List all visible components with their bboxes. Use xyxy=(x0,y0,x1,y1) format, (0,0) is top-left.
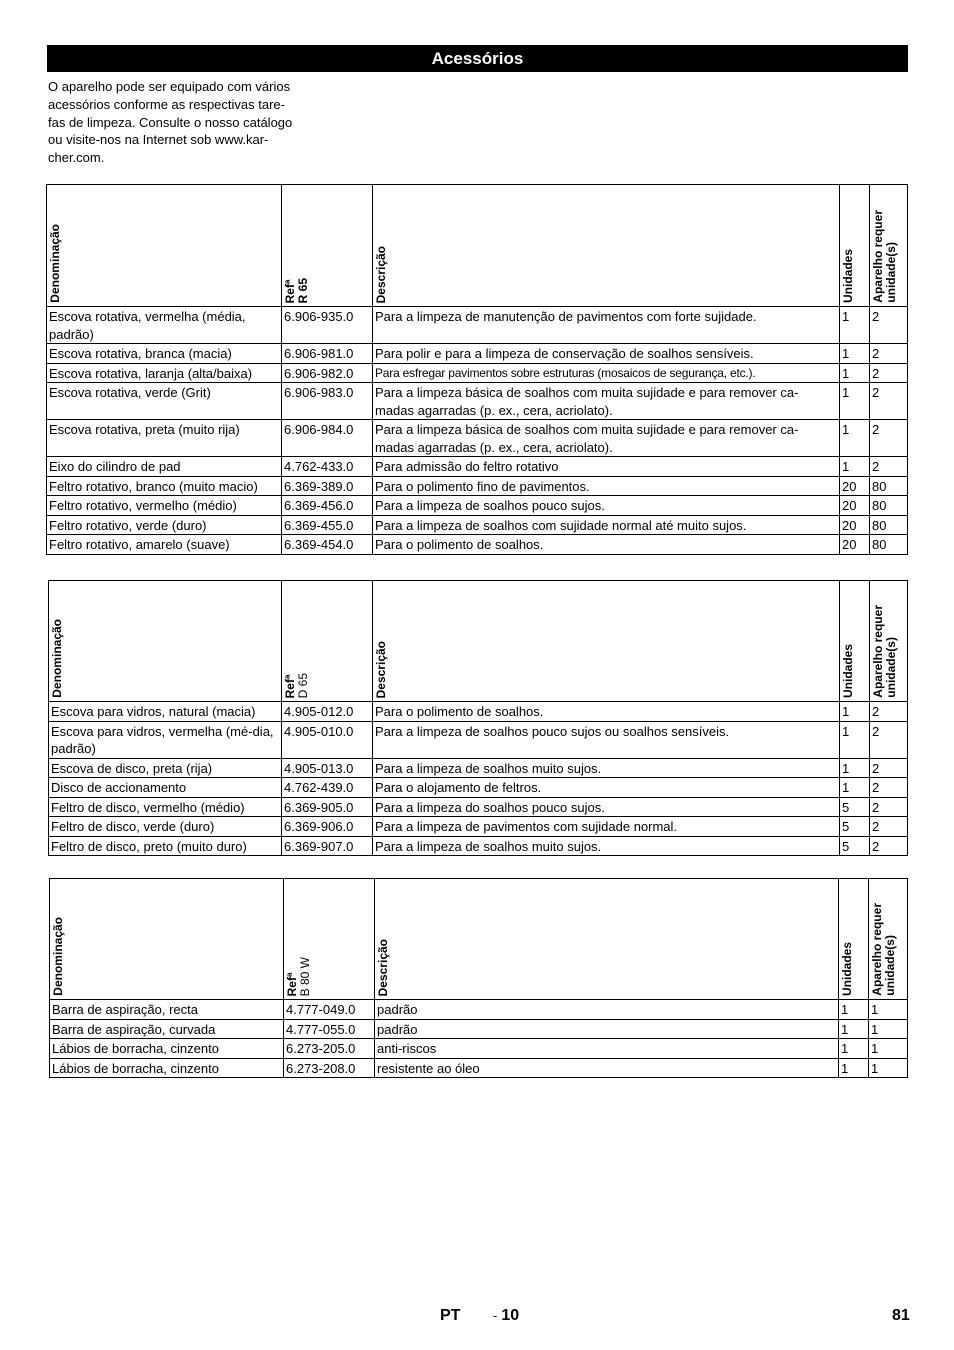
cell-unidades: 1 xyxy=(839,1000,869,1020)
table-row xyxy=(50,1019,908,1039)
cell-aparelho: 2 xyxy=(870,817,908,837)
section-title: Acessórios xyxy=(47,45,908,72)
cell-ref: 4.762-439.0 xyxy=(282,778,373,798)
cell-descricao: padrão xyxy=(375,1019,839,1039)
intro-line: acessórios conforme as respectivas tare- xyxy=(48,96,285,112)
cell-aparelho: 2 xyxy=(870,383,908,420)
table-row xyxy=(47,515,908,535)
cell-ref: 6.369-389.0 xyxy=(282,476,373,496)
cell-unidades: 20 xyxy=(840,515,870,535)
cell-denominacao: Escova rotativa, preta (muito rija) xyxy=(47,420,282,457)
cell-denominacao: Lábios de borracha, cinzento xyxy=(50,1039,284,1059)
cell-denominacao: Escova rotativa, laranja (alta/baixa) xyxy=(47,363,282,383)
cell-denominacao: Escova de disco, preta (rija) xyxy=(49,758,282,778)
intro-line: cher.com. xyxy=(48,150,105,166)
cell-ref: 4.777-055.0 xyxy=(284,1019,375,1039)
cell-denominacao: Disco de accionamento xyxy=(49,778,282,798)
table-row xyxy=(49,836,908,856)
intro-text xyxy=(48,78,333,167)
cell-denominacao: Feltro rotativo, vermelho (médio) xyxy=(47,496,282,516)
table-body xyxy=(49,702,908,856)
table-row xyxy=(49,721,908,758)
cell-denominacao: Barra de aspiração, recta xyxy=(50,1000,284,1020)
cell-unidades: 1 xyxy=(840,363,870,383)
table-row xyxy=(50,1000,908,1020)
intro-line: O aparelho pode ser equipado com vários xyxy=(48,79,291,94)
cell-descricao: Para o polimento de soalhos. xyxy=(373,535,840,555)
cell-unidades: 1 xyxy=(840,344,870,364)
cell-ref: 6.369-907.0 xyxy=(282,836,373,856)
cell-aparelho: 2 xyxy=(870,721,908,758)
cell-ref: 6.906-981.0 xyxy=(282,344,373,364)
header-ref: Refª R 65 xyxy=(282,185,373,307)
cell-unidades: 1 xyxy=(840,420,870,457)
cell-unidades: 5 xyxy=(840,836,870,856)
header-aparelho: Aparelho requer unidade(s) xyxy=(869,879,908,1000)
cell-descricao: Para polir e para a limpeza de conservação de soalhos sensíveis. xyxy=(373,344,840,364)
cell-aparelho: 1 xyxy=(869,1058,908,1078)
table-row xyxy=(47,307,908,344)
cell-descricao: Para esfregar pavimentos sobre estruturas (mosaicos de segurança, etc.). xyxy=(373,363,840,383)
cell-descricao: Para a limpeza de soalhos muito sujos. xyxy=(373,758,840,778)
cell-descricao: Para a limpeza de soalhos muito sujos. xyxy=(373,836,840,856)
cell-descricao: padrão xyxy=(375,1000,839,1020)
cell-descricao: anti-riscos xyxy=(375,1039,839,1059)
table-row xyxy=(50,1058,908,1078)
cell-unidades: 1 xyxy=(839,1019,869,1039)
header-unidades: Unidades xyxy=(840,185,870,307)
cell-descricao: Para a limpeza de manutenção de pavimentos com forte sujidade. xyxy=(373,307,840,344)
cell-aparelho: 1 xyxy=(869,1000,908,1020)
cell-aparelho: 80 xyxy=(870,476,908,496)
header-denominacao: Denominação xyxy=(49,581,282,702)
header-denominacao: Denominação xyxy=(47,185,282,307)
cell-descricao: Para admissão do feltro rotativo xyxy=(373,457,840,477)
accessories-table-b80w xyxy=(49,878,908,1078)
table-row xyxy=(47,535,908,555)
cell-unidades: 1 xyxy=(840,778,870,798)
cell-ref: 6.369-455.0 xyxy=(282,515,373,535)
table-row xyxy=(47,457,908,477)
table-row xyxy=(49,702,908,722)
footer-dash: - xyxy=(493,1308,498,1323)
table-row xyxy=(50,1039,908,1059)
cell-denominacao: Escova para vidros, natural (macia) xyxy=(49,702,282,722)
footer-section-number: 10 xyxy=(501,1307,520,1324)
cell-denominacao: Escova rotativa, verde (Grit) xyxy=(47,383,282,420)
cell-ref: 6.906-982.0 xyxy=(282,363,373,383)
cell-descricao: Para o alojamento de feltros. xyxy=(373,778,840,798)
cell-ref: 6.369-454.0 xyxy=(282,535,373,555)
cell-descricao: Para o polimento fino de pavimentos. xyxy=(373,476,840,496)
cell-ref: 6.369-906.0 xyxy=(282,817,373,837)
cell-ref: 4.905-013.0 xyxy=(282,758,373,778)
cell-unidades: 1 xyxy=(840,383,870,420)
cell-descricao: Para a limpeza de soalhos pouco sujos ou soalhos sensíveis. xyxy=(373,721,840,758)
cell-aparelho: 2 xyxy=(870,457,908,477)
cell-denominacao: Eixo do cilindro de pad xyxy=(47,457,282,477)
table-row xyxy=(47,344,908,364)
header-aparelho: Aparelho requer unidade(s) xyxy=(870,581,908,702)
cell-aparelho: 2 xyxy=(870,363,908,383)
footer-section-page xyxy=(493,1307,519,1325)
intro-line: fas de limpeza. Consulte o nosso catálogo xyxy=(48,114,293,130)
cell-denominacao: Lábios de borracha, cinzento xyxy=(50,1058,284,1078)
footer-page-number: 81 xyxy=(892,1307,910,1324)
table-body xyxy=(47,307,908,555)
cell-unidades: 1 xyxy=(839,1058,869,1078)
cell-ref: 6.906-935.0 xyxy=(282,307,373,344)
cell-unidades: 20 xyxy=(840,476,870,496)
header-denominacao: Denominação xyxy=(50,879,284,1000)
cell-denominacao: Barra de aspiração, curvada xyxy=(50,1019,284,1039)
table-row xyxy=(49,817,908,837)
cell-denominacao: Escova rotativa, branca (macia) xyxy=(47,344,282,364)
cell-ref: 4.905-010.0 xyxy=(282,721,373,758)
table-row xyxy=(49,797,908,817)
cell-unidades: 20 xyxy=(840,496,870,516)
cell-aparelho: 1 xyxy=(869,1039,908,1059)
cell-ref: 4.762-433.0 xyxy=(282,457,373,477)
accessories-table-r65 xyxy=(46,184,908,555)
header-unidades: Unidades xyxy=(840,581,870,702)
cell-denominacao: Feltro rotativo, branco (muito macio) xyxy=(47,476,282,496)
table-row xyxy=(47,420,908,457)
header-descricao: Descrição xyxy=(375,879,839,1000)
cell-ref: 4.905-012.0 xyxy=(282,702,373,722)
header-ref: Refª D 65 xyxy=(282,581,373,702)
cell-descricao: Para a limpeza básica de soalhos com muita sujidade e para remover ca-madas agarradas (p. ex., cera, acriolato). xyxy=(373,383,840,420)
header-unidades: Unidades xyxy=(839,879,869,1000)
cell-denominacao: Feltro de disco, verde (duro) xyxy=(49,817,282,837)
table-row xyxy=(47,363,908,383)
cell-aparelho: 80 xyxy=(870,515,908,535)
header-ref: Refª B 80 W xyxy=(284,879,375,1000)
table-body xyxy=(50,1000,908,1078)
cell-aparelho: 80 xyxy=(870,535,908,555)
cell-aparelho: 2 xyxy=(870,420,908,457)
cell-descricao: Para a limpeza básica de soalhos com muita sujidade e para remover ca-madas agarradas (p. ex., cera, acriolato). xyxy=(373,420,840,457)
cell-denominacao: Feltro de disco, preto (muito duro) xyxy=(49,836,282,856)
cell-ref: 4.777-049.0 xyxy=(284,1000,375,1020)
cell-denominacao: Escova para vidros, vermelha (mé-dia, padrão) xyxy=(49,721,282,758)
cell-descricao: Para a limpeza de pavimentos com sujidade normal. xyxy=(373,817,840,837)
table-row xyxy=(47,383,908,420)
cell-aparelho: 2 xyxy=(870,307,908,344)
cell-ref: 6.369-905.0 xyxy=(282,797,373,817)
header-aparelho: Aparelho requer unidade(s) xyxy=(870,185,908,307)
cell-ref: 6.369-456.0 xyxy=(282,496,373,516)
cell-aparelho: 2 xyxy=(870,344,908,364)
cell-descricao: resistente ao óleo xyxy=(375,1058,839,1078)
header-descricao: Descrição xyxy=(373,581,840,702)
table-row xyxy=(49,778,908,798)
cell-denominacao: Feltro de disco, vermelho (médio) xyxy=(49,797,282,817)
cell-ref: 6.273-208.0 xyxy=(284,1058,375,1078)
cell-aparelho: 2 xyxy=(870,797,908,817)
cell-aparelho: 1 xyxy=(869,1019,908,1039)
cell-unidades: 1 xyxy=(839,1039,869,1059)
cell-unidades: 5 xyxy=(840,817,870,837)
accessories-table-d65 xyxy=(48,580,908,856)
table-row xyxy=(47,476,908,496)
intro-line: ou visite-nos na Internet sob www.kar- xyxy=(48,132,269,148)
cell-unidades: 20 xyxy=(840,535,870,555)
footer-language: PT xyxy=(440,1307,461,1324)
cell-ref: 6.273-205.0 xyxy=(284,1039,375,1059)
cell-denominacao: Escova rotativa, vermelha (média, padrão) xyxy=(47,307,282,344)
cell-unidades: 1 xyxy=(840,758,870,778)
cell-aparelho: 2 xyxy=(870,778,908,798)
cell-unidades: 1 xyxy=(840,457,870,477)
cell-descricao: Para o polimento de soalhos. xyxy=(373,702,840,722)
cell-denominacao: Feltro rotativo, amarelo (suave) xyxy=(47,535,282,555)
table-row xyxy=(47,496,908,516)
cell-unidades: 1 xyxy=(840,721,870,758)
cell-ref: 6.906-984.0 xyxy=(282,420,373,457)
cell-descricao: Para a limpeza de soalhos pouco sujos. xyxy=(373,496,840,516)
cell-unidades: 5 xyxy=(840,797,870,817)
cell-unidades: 1 xyxy=(840,702,870,722)
cell-aparelho: 80 xyxy=(870,496,908,516)
table-row xyxy=(49,758,908,778)
header-descricao: Descrição xyxy=(373,185,840,307)
cell-descricao: Para a limpeza de soalhos com sujidade normal até muito sujos. xyxy=(373,515,840,535)
cell-ref: 6.906-983.0 xyxy=(282,383,373,420)
cell-aparelho: 2 xyxy=(870,836,908,856)
cell-denominacao: Feltro rotativo, verde (duro) xyxy=(47,515,282,535)
cell-aparelho: 2 xyxy=(870,758,908,778)
cell-descricao: Para a limpeza do soalhos pouco sujos. xyxy=(373,797,840,817)
cell-unidades: 1 xyxy=(840,307,870,344)
cell-aparelho: 2 xyxy=(870,702,908,722)
